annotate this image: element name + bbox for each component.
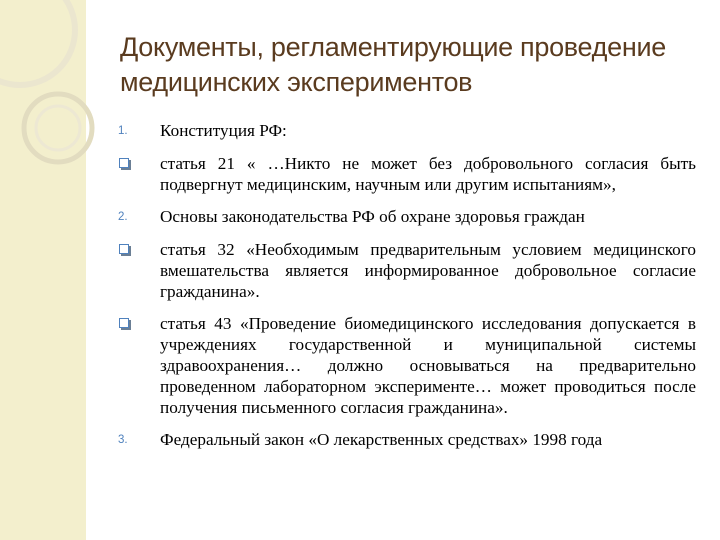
- list-item: [118, 153, 696, 195]
- square-bullet-icon: [118, 239, 160, 260]
- list-number: 1.: [118, 125, 128, 137]
- list-item-text: Конституция РФ:: [160, 121, 287, 140]
- list-item-text: Федеральный закон «О лекарственных средствах» 1998 года: [160, 430, 603, 449]
- list-number: 3.: [118, 434, 128, 446]
- list-item-text: статья 32 «Необходимым предварительным условием медицинского вмешательства является информированное добровольное согласие гражданина».: [160, 240, 696, 301]
- list-item: [118, 313, 696, 418]
- list-number: 2.: [118, 211, 128, 223]
- document-list: [118, 120, 696, 462]
- square-bullet-icon: [118, 313, 160, 334]
- list-item: [118, 429, 696, 451]
- list-item-text: Основы законодательства РФ об охране здоровья граждан: [160, 207, 585, 226]
- decorative-circles: [0, 0, 110, 200]
- list-item: [118, 206, 696, 228]
- list-item: [118, 120, 696, 142]
- slide-title: Документы, регламентирующие проведение медицинских экспериментов: [120, 32, 666, 97]
- square-bullet-icon: [118, 153, 160, 174]
- list-item-text: статья 21 « …Никто не может без добровольного согласия быть подвергнут медицинским, научным или другим испытаниям»,: [160, 154, 696, 194]
- list-item: [118, 239, 696, 302]
- list-item-text: статья 43 «Проведение биомедицинского исследования допускается в учреждениях государственной и муниципальной системы здравоохранения… должно основываться на предварительно проведенном лабораторном эксперименте… может проводиться после получения письменного согласия гражданина».: [160, 314, 696, 417]
